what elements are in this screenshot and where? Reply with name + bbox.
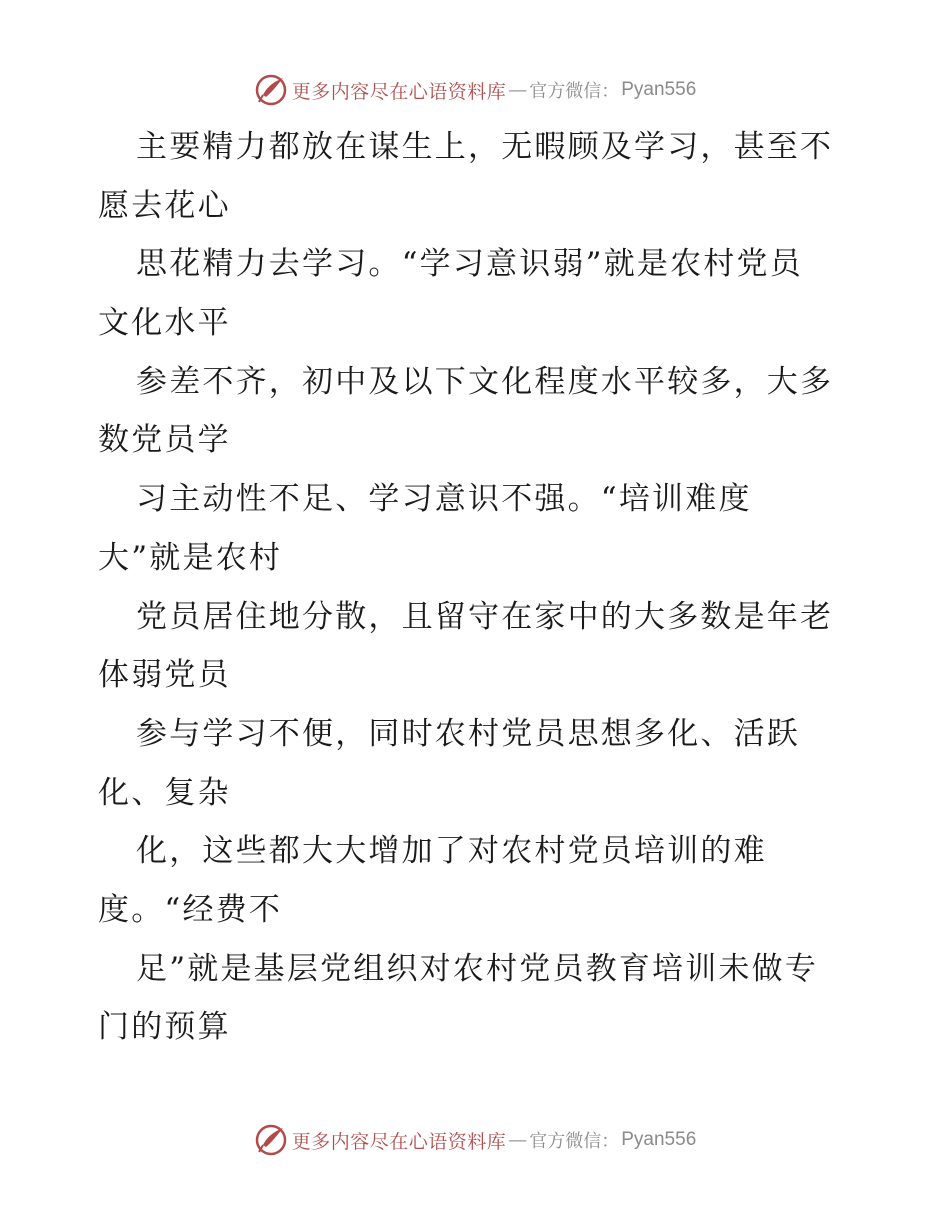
banner-wechat-label: 官方微信： [529,81,620,102]
banner-wechat-id: Pyan556 [621,79,697,100]
body-line: 大”就是农村 [98,539,283,576]
body-line: 愿去花心 [98,187,231,224]
body-line: 思花精力去学习。“学习意识弱”就是农村党员 [136,246,803,283]
banner-separator: — [508,79,528,101]
banner-wechat-label: 官方微信： [529,1131,620,1152]
header-watermark [0,70,950,110]
body-line: 主要精力都放在谋生上，无暇顾及学习，甚至不 [136,129,834,165]
document-body [98,118,878,1057]
body-line: 文化水平 [98,305,231,342]
body-line: 数党员学 [98,422,231,459]
body-line: 体弱党员 [98,657,231,694]
body-line: 党员居住地分散，且留守在家中的大多数是年老 [136,598,834,635]
banner-brand: 更多内容尽在心语资料库 [291,1130,507,1153]
body-line: 参差不齐，初中及以下文化程度水平较多，大多 [136,363,834,400]
quill-logo-icon [254,73,288,107]
body-line: 参与学习不便，同时农村党员思想多化、活跃 [136,715,800,752]
banner-wechat-id: Pyan556 [621,1129,697,1150]
body-line: 习主动性不足、学习意识不强。“培训难度 [136,481,752,518]
body-line: 门的预算 [98,1009,231,1046]
body-line: 足”就是基层党组织对农村党员教育培训未做专 [136,950,819,987]
body-line: 化，这些都大大增加了对农村党员培训的难 [136,833,767,870]
body-line: 度。“经费不 [98,891,283,928]
quill-logo-icon [254,1123,288,1157]
footer-watermark [0,1120,950,1160]
banner-separator: — [508,1129,528,1151]
banner-brand: 更多内容尽在心语资料库 [291,80,507,103]
body-line: 化、复杂 [98,774,231,811]
